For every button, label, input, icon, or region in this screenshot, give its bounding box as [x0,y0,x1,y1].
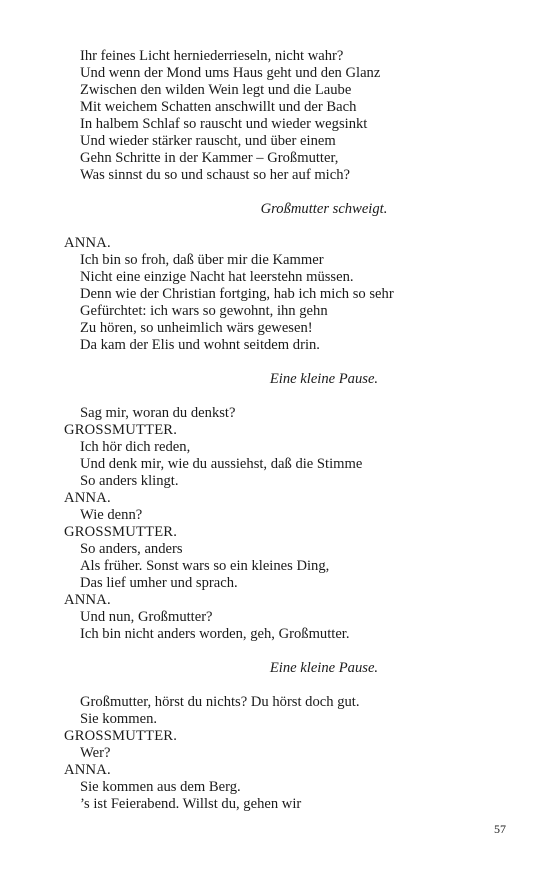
verse-line: Gehn Schritte in der Kammer – Großmutter, [80,150,339,166]
speaker-name: GROSSMUTTER. [64,422,178,438]
verse-line: Denn wie der Christian fortging, hab ich mich so sehr [80,286,394,302]
blank-line [64,643,504,660]
speaker-name: ANNA. [64,235,111,251]
speaker-name: ANNA. [64,490,111,506]
verse-line: Mit weichem Schatten anschwillt und der Bach [80,99,357,115]
stage-direction: Eine kleine Pause. [269,660,379,676]
verse-line: Sag mir, woran du denkst? [80,405,236,421]
speaker-name: ANNA. [64,592,111,608]
verse-line: Was sinnst du so und schaust so her auf mich? [80,167,350,183]
verse-line: Wie denn? [80,507,143,523]
verse-line: Zwischen den wilden Wein legt und die Laube [80,82,352,98]
verse-line: Und wenn der Mond ums Haus geht und den Glanz [80,65,381,81]
verse-line: Ich bin so froh, daß über mir die Kammer [80,252,324,268]
verse-line: Sie kommen aus dem Berg. [80,779,241,795]
verse-line: Nicht eine einzige Nacht hat leerstehn müssen. [80,269,354,285]
verse-line: So anders klingt. [80,473,179,489]
speaker-name: GROSSMUTTER. [64,524,178,540]
verse-line: Und wieder stärker rauscht, und über einem [80,133,336,149]
speaker-name: GROSSMUTTER. [64,728,178,744]
blank-line [64,677,504,694]
stage-direction: Großmutter schweigt. [260,201,388,217]
verse-line: In halbem Schlaf so rauscht und wieder wegsinkt [80,116,368,132]
verse-line: Ich hör dich reden, [80,439,191,455]
verse-line: So anders, anders [80,541,183,557]
blank-line [64,218,504,235]
verse-line: Ihr feines Licht herniederrieseln, nicht wahr? [80,48,344,64]
blank-line [64,388,504,405]
verse-line: Und denk mir, wie du aussiehst, daß die Stimme [80,456,363,472]
verse-line: Zu hören, so unheimlich wärs gewesen! [80,320,313,336]
verse-line: Das lief umher und sprach. [80,575,238,591]
blank-line [64,184,504,201]
verse-line: Als früher. Sonst wars so ein kleines Ding, [80,558,330,574]
verse-line: ’s ist Feierabend. Willst du, gehen wir [80,796,302,812]
verse-line: Gefürchtet: ich wars so gewohnt, ihn gehn [80,303,328,319]
verse-line: Da kam der Elis und wohnt seitdem drin. [80,337,320,353]
stage-direction: Eine kleine Pause. [269,371,379,387]
speaker-name: ANNA. [64,762,111,778]
verse-line: Großmutter, hörst du nichts? Du hörst doch gut. [80,694,360,710]
page-number: 57 [494,822,506,836]
verse-line: Sie kommen. [80,711,158,727]
blank-line [64,354,504,371]
play-text [64,48,504,813]
verse-line: Und nun, Großmutter? [80,609,213,625]
verse-line: Ich bin nicht anders worden, geh, Großmutter. [80,626,350,642]
verse-line: Wer? [80,745,111,761]
